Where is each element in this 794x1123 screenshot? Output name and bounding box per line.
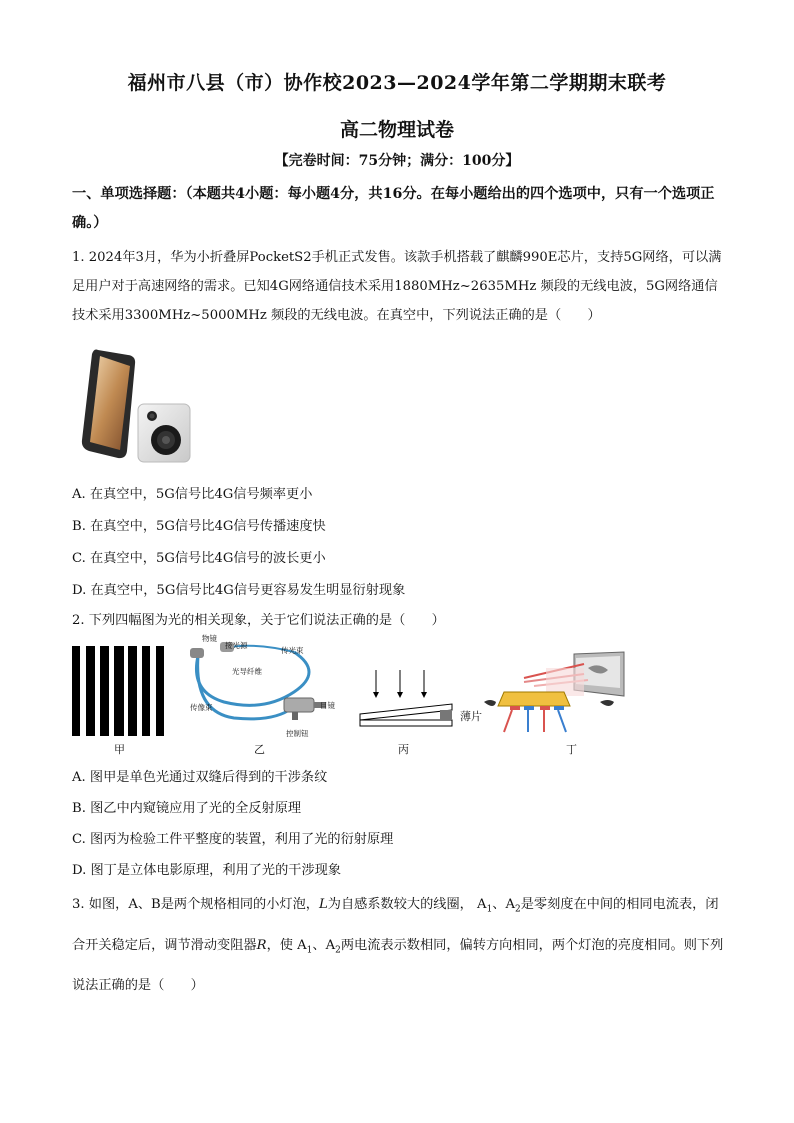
label-jieguangyuan: 接光源	[225, 641, 248, 650]
label-wujing: 物镜	[202, 634, 217, 643]
q2-stem: 2. 下列四幅图为光的相关现象，关于它们说法正确的是（ ）	[72, 613, 445, 628]
label-kongzhiniu: 控制钮	[286, 729, 309, 738]
label-chuanguangshu: 传光束	[281, 646, 304, 655]
q1-option-c: C. 在真空中，5G信号比4G信号的波长更小	[72, 551, 326, 566]
q2-option-b: B. 图乙中内窥镜应用了光的全反射原理	[72, 801, 302, 816]
exam-title: 福州市八县（市）协作校2023—2024学年第二学期期末联考	[127, 72, 667, 94]
figure-ding-3d-movie	[484, 650, 630, 740]
figure-yi-endoscope	[184, 632, 344, 742]
q2-option-a: A. 图甲是单色光通过双缝后得到的干涉条纹	[72, 770, 328, 785]
caption-jia: 甲	[114, 743, 125, 756]
phone-image	[80, 344, 192, 466]
label-mujing: 目镜	[320, 701, 335, 710]
exam-info: 【完卷时间：75分钟；满分：100分】	[274, 153, 520, 169]
label-baopian: 薄片	[460, 710, 482, 723]
q1-option-b: B. 在真空中，5G信号比4G信号传播速度快	[72, 519, 326, 534]
q2-option-c: C. 图丙为检验工件平整度的装置，利用了光的衍射原理	[72, 832, 394, 847]
caption-ding: 丁	[566, 743, 577, 756]
section-heading: 一、单项选择题：（本题共4小题：每小题4分，共16分。在每小题给出的四个选项中，只有一个选项正确。）	[72, 186, 715, 231]
label-guangdaoxianwei: 光导纤维	[232, 667, 262, 676]
figure-jia-fringes	[72, 646, 168, 738]
figure-bing-wedge	[356, 666, 460, 732]
q1-option-d: D. 在真空中，5G信号比4G信号更容易发生明显衍射现象	[72, 583, 406, 598]
q1-stem: 1. 2024年3月，华为小折叠屏PocketS2手机正式发售。该款手机搭载了麒麟990E芯片，支持5G网络，可以满足用户对于高速网络的需求。已知4G网络通信技术采用1880MHz~2635MHz 频段的无线电波，5G网络通信技术采用3300MHz~5000MHz 频段的无线电波。在真空中，下列说法正确的是（ ）	[72, 250, 722, 323]
label-chuanxiangshu: 传像束	[190, 703, 213, 712]
exam-subtitle: 高二物理试卷	[339, 119, 454, 141]
caption-bing: 丙	[398, 743, 409, 756]
q3-stem: 3. 如图，A、B是两个规格相同的小灯泡，L为自感系数较大的线圈， $A_1$、$A_2$是零刻度在中间的相同电流表，闭合开关稳定后，调节滑动变阻器R，使 $A_1$、$A_2$两电流表示数相同，偏转方向相同，两个灯泡的亮度相同。则下列说法正确的是（ ）	[72, 897, 724, 994]
q1-option-a: A. 在真空中，5G信号比4G信号频率更小	[72, 487, 313, 502]
caption-yi: 乙	[254, 743, 265, 756]
q2-option-d: D. 图丁是立体电影原理，利用了光的干涉现象	[72, 863, 342, 878]
